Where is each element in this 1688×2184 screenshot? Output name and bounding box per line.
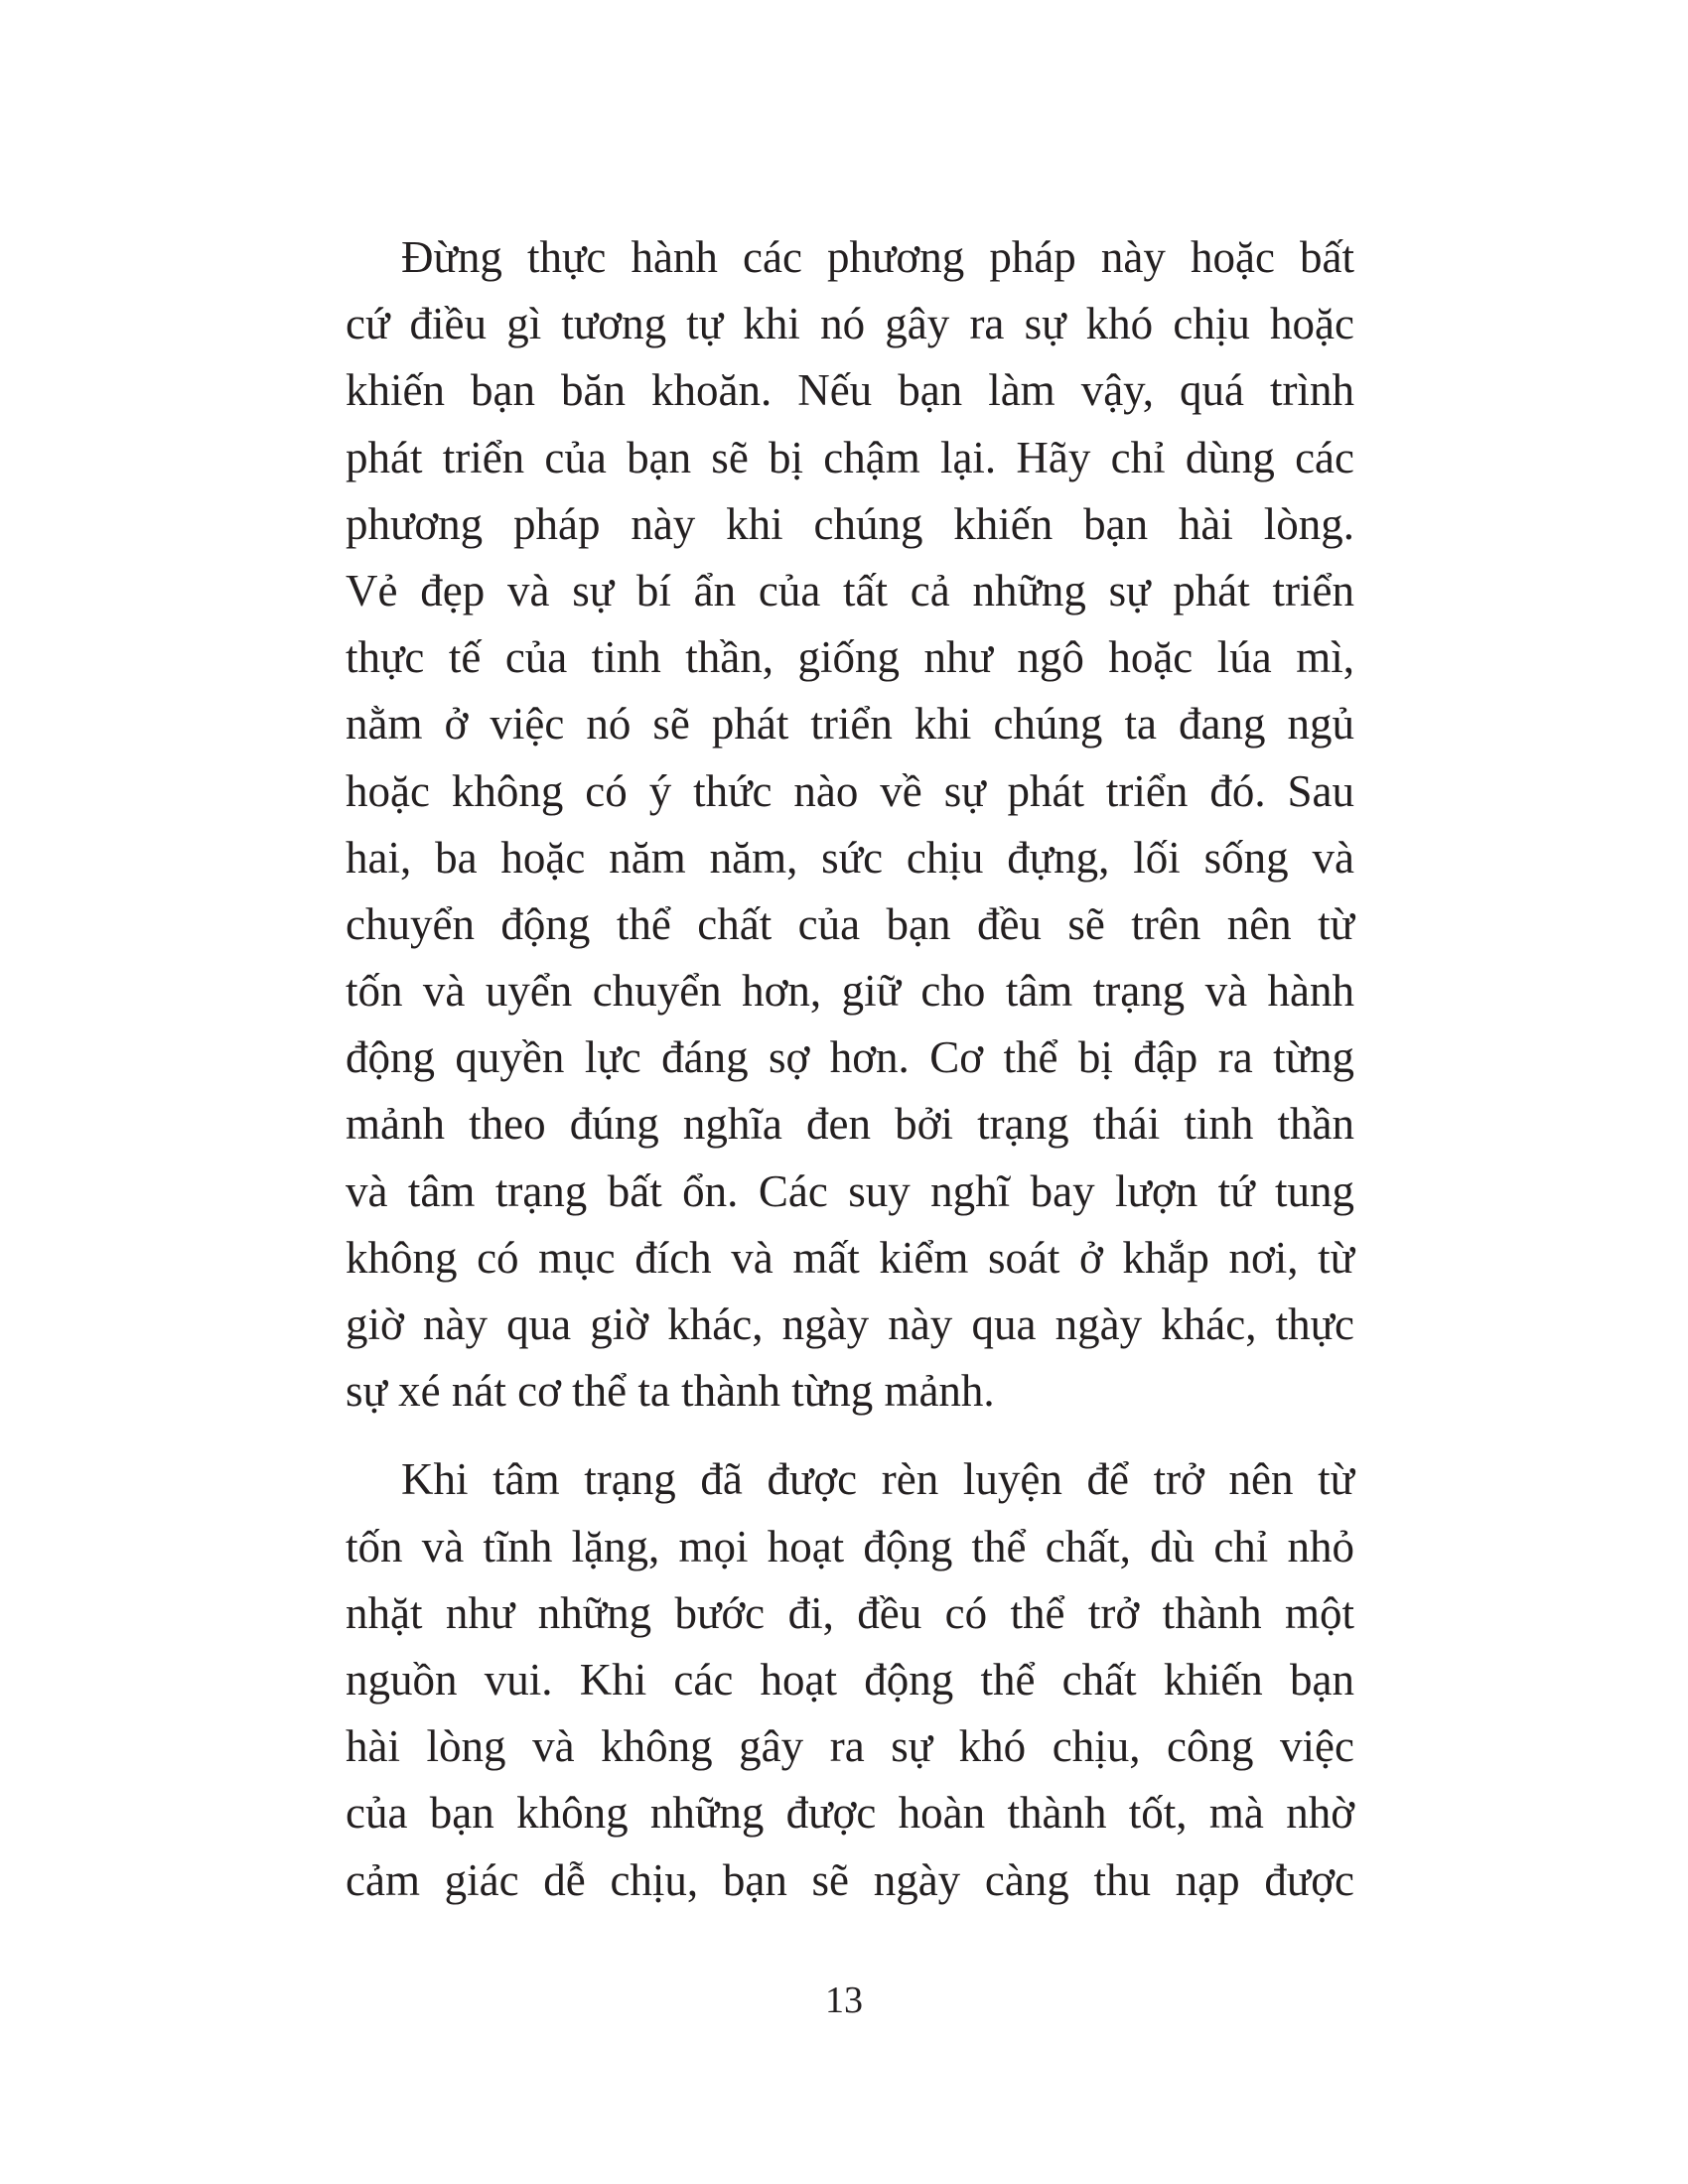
text-line: cứ điều gì tương tự khi nó gây ra sự khó chịu hoặc <box>346 299 1354 349</box>
text-line: mảnh theo đúng nghĩa đen bởi trạng thái tinh thần <box>346 1099 1354 1150</box>
text-line: Khi tâm trạng đã được rèn luyện để trở nên từ <box>401 1454 1354 1505</box>
text-line: giờ này qua giờ khác, ngày này qua ngày khác, thực <box>346 1299 1354 1349</box>
text-line: hài lòng và không gây ra sự khó chịu, công việc <box>346 1721 1354 1772</box>
paragraph-1 <box>346 224 1354 1425</box>
text-line: cảm giác dễ chịu, bạn sẽ ngày càng thu nạp được <box>346 1854 1354 1905</box>
paragraph-2 <box>346 1446 1354 1913</box>
text-line: Đừng thực hành các phương pháp này hoặc bất <box>401 232 1354 282</box>
text-line: nguồn vui. Khi các hoạt động thể chất khiến bạn <box>346 1654 1354 1705</box>
text-line: phát triển của bạn sẽ bị chậm lại. Hãy chỉ dùng các <box>346 432 1354 482</box>
text-line: không có mục đích và mất kiểm soát ở khắp nơi, từ <box>346 1232 1354 1283</box>
text-line: sự xé nát cơ thể ta thành từng mảnh. <box>346 1366 995 1417</box>
text-line: Vẻ đẹp và sự bí ẩn của tất cả những sự phát triển <box>346 565 1354 615</box>
text-line: khiến bạn băn khoăn. Nếu bạn làm vậy, quá trình <box>346 365 1354 416</box>
text-line: chuyển động thể chất của bạn đều sẽ trên nên từ <box>346 898 1354 949</box>
body-text <box>346 224 1354 1914</box>
text-line: nằm ở việc nó sẽ phát triển khi chúng ta đang ngủ <box>346 699 1354 750</box>
text-line: tốn và uyển chuyển hơn, giữ cho tâm trạng và hành <box>346 966 1354 1017</box>
text-line: nhặt như những bước đi, đều có thể trở thành một <box>346 1587 1354 1638</box>
text-line: thực tế của tinh thần, giống như ngô hoặc lúa mì, <box>346 632 1354 683</box>
text-line: hoặc không có ý thức nào về sự phát triển đó. Sau <box>346 765 1354 816</box>
page-number: 13 <box>825 1979 863 2021</box>
text-line: của bạn không những được hoàn thành tốt, mà nhờ <box>346 1788 1354 1839</box>
text-line: phương pháp này khi chúng khiến bạn hài lòng. <box>346 498 1354 549</box>
text-line: hai, ba hoặc năm năm, sức chịu đựng, lối sống và <box>346 832 1354 883</box>
text-line: động quyền lực đáng sợ hơn. Cơ thể bị đập ra từng <box>346 1032 1354 1083</box>
text-line: và tâm trạng bất ổn. Các suy nghĩ bay lượn tứ tung <box>346 1165 1354 1216</box>
text-line: tốn và tĩnh lặng, mọi hoạt động thể chất, dù chỉ nhỏ <box>346 1521 1354 1571</box>
